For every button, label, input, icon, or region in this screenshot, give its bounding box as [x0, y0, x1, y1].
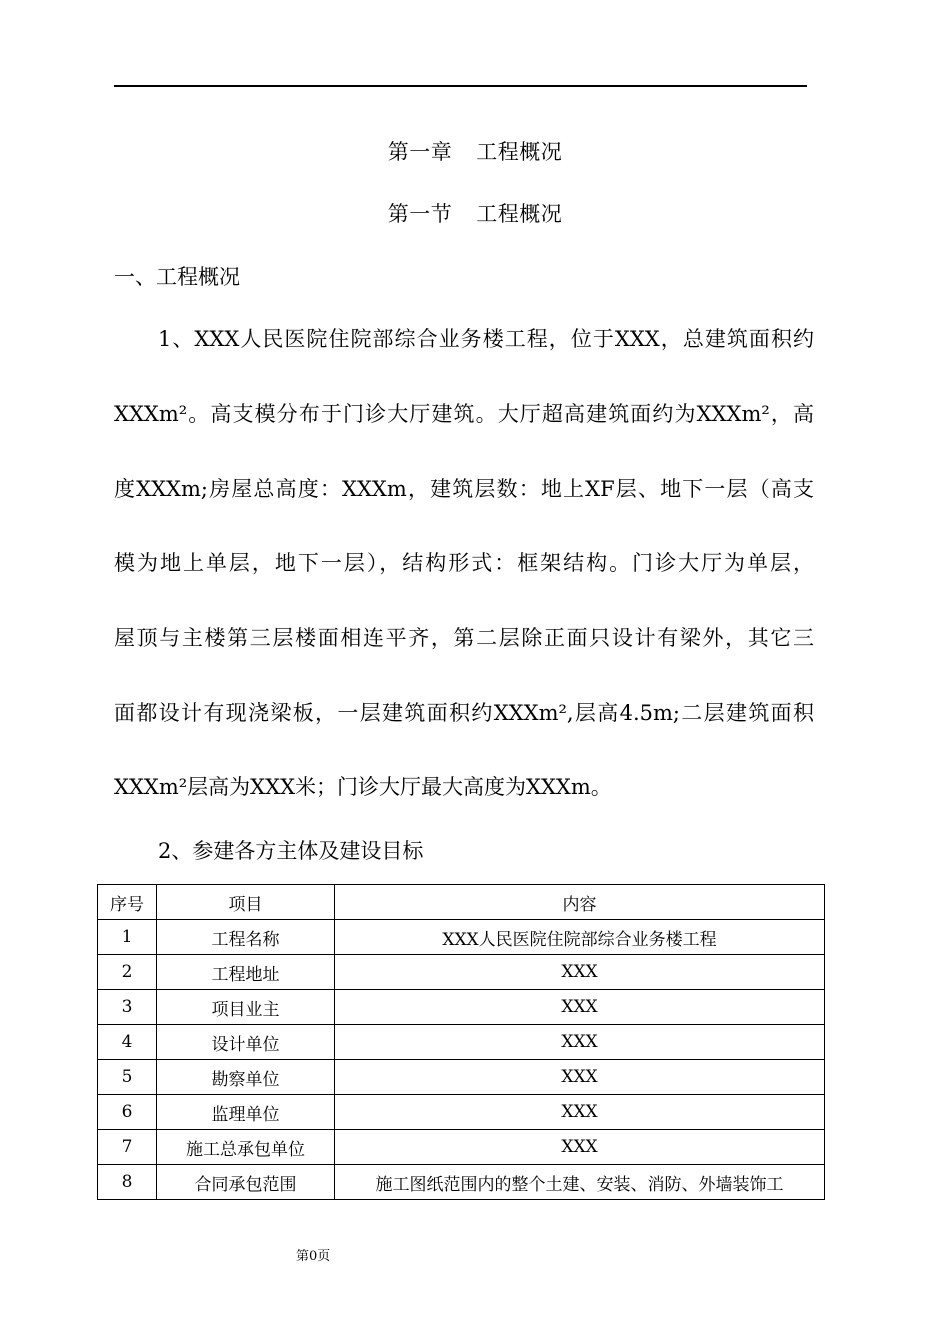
- section-title: [0, 199, 950, 229]
- table-cell: 施工图纸范围内的整个土建、安装、消防、外墙装饰工: [335, 1165, 825, 1200]
- table-cell: 2: [98, 955, 157, 990]
- table-row: [98, 1025, 825, 1060]
- table-cell: 工程地址: [157, 955, 335, 990]
- table-header-cell: 项目: [157, 885, 335, 920]
- table-cell: 工程名称: [157, 920, 335, 955]
- page-number: 第0页: [296, 1249, 331, 1264]
- chapter-title-prefix: 第一章: [387, 140, 453, 164]
- table-cell: XXX: [335, 990, 825, 1025]
- table-cell: 合同承包范围: [157, 1165, 335, 1200]
- paragraph-line: 屋顶与主楼第三层楼面相连平齐，第二层除正面只设计有梁外，其它三: [114, 626, 814, 650]
- table-row: [98, 1060, 825, 1095]
- paragraph-line: 1、XXX人民医院住院部综合业务楼工程，位于XXX，总建筑面积约: [158, 327, 814, 351]
- table-row: [98, 920, 825, 955]
- table-cell: 勘察单位: [157, 1060, 335, 1095]
- table-cell: 1: [98, 920, 157, 955]
- table-cell: XXX: [335, 1095, 825, 1130]
- table-cell: 6: [98, 1095, 157, 1130]
- table-cell: 项目业主: [157, 990, 335, 1025]
- table-row: [98, 1095, 825, 1130]
- table-cell: XXX: [335, 1130, 825, 1165]
- table-cell: 7: [98, 1130, 157, 1165]
- paragraph-line: XXXm²层高为XXX米；门诊大厅最大高度为XXXm。: [114, 775, 612, 799]
- table-cell: 8: [98, 1165, 157, 1200]
- table-cell: 施工总承包单位: [157, 1130, 335, 1165]
- chapter-title-text: 工程概况: [476, 140, 563, 164]
- paragraph-line: 度XXXm;房屋总高度：XXXm，建筑层数：地上XF层、地下一层（高支: [114, 477, 814, 501]
- table-cell: 设计单位: [157, 1025, 335, 1060]
- header-rule: [114, 85, 807, 87]
- paragraph-line: XXXm²。高支模分布于门诊大厅建筑。大厅超高建筑面约为XXXm²，高: [114, 402, 814, 426]
- chapter-title: [0, 137, 950, 167]
- table-row: [98, 1165, 825, 1200]
- project-info-table: [97, 884, 825, 1200]
- subheading: 一、工程概况: [114, 265, 240, 289]
- table-row: [98, 1130, 825, 1165]
- section-title-text: 工程概况: [476, 202, 563, 226]
- table-header-cell: 序号: [98, 885, 157, 920]
- table-cell: 4: [98, 1025, 157, 1060]
- section-title-prefix: 第一节: [387, 202, 453, 226]
- table-cell: 监理单位: [157, 1095, 335, 1130]
- table-row: [98, 990, 825, 1025]
- paragraph-line: 面都设计有现浇梁板，一层建筑面积约XXXm²,层高4.5m;二层建筑面积: [114, 701, 814, 725]
- table-cell: 3: [98, 990, 157, 1025]
- item2-heading: 2、参建各方主体及建设目标: [158, 839, 424, 863]
- table-cell: XXX: [335, 1025, 825, 1060]
- table-row: [98, 955, 825, 990]
- table-header-cell: 内容: [335, 885, 825, 920]
- table-cell: XXX: [335, 955, 825, 990]
- table-cell: XXX人民医院住院部综合业务楼工程: [335, 920, 825, 955]
- table-header-row: [98, 885, 825, 920]
- table-cell: 5: [98, 1060, 157, 1095]
- table-cell: XXX: [335, 1060, 825, 1095]
- paragraph-line: 模为地上单层，地下一层），结构形式：框架结构。门诊大厅为单层，: [114, 551, 814, 575]
